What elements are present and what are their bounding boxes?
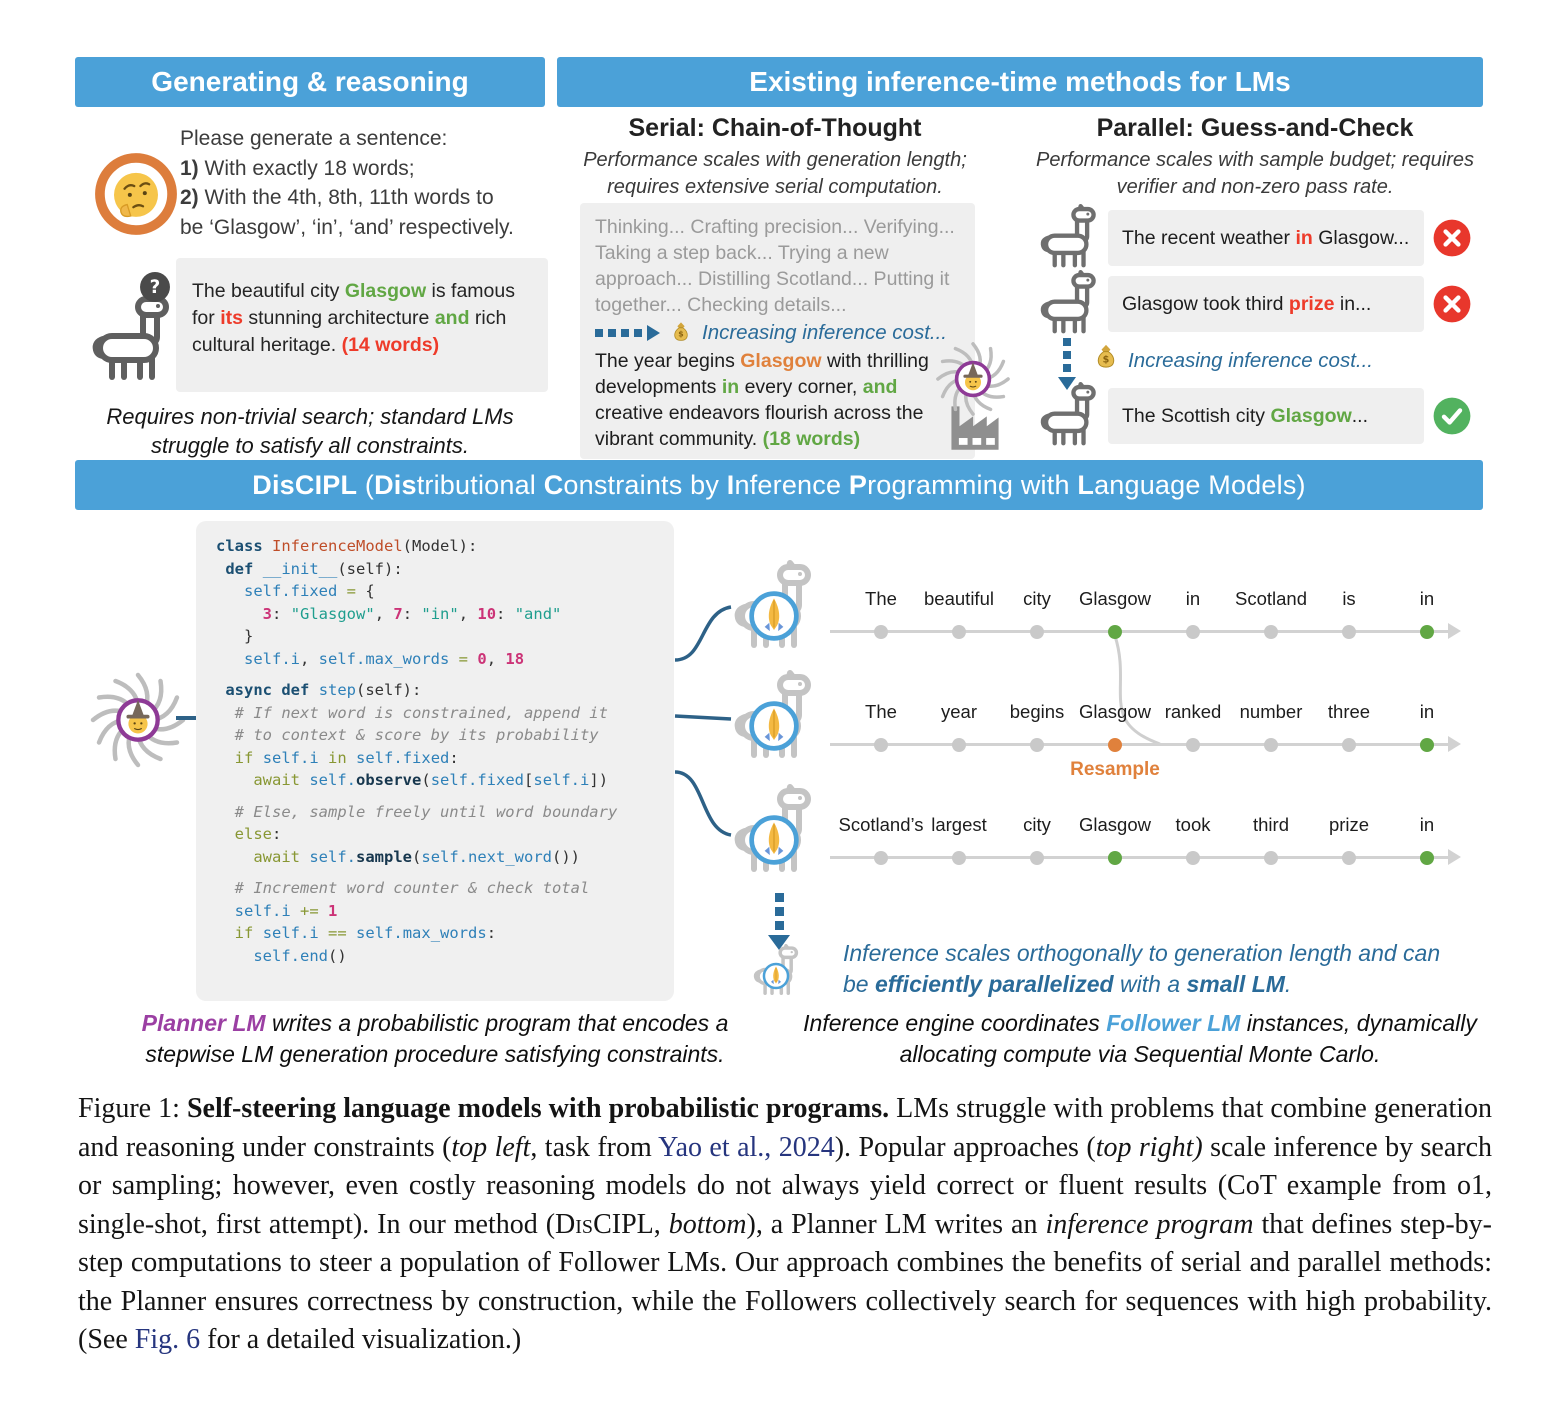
cot-thinking-text: Thinking... Crafting precision... Verifying... Taking a step back... Trying a new approach... Distilling Scotland... Putting it together... Checking details... <box>595 216 955 316</box>
code-line: self.end() <box>253 946 347 965</box>
token-dot-green <box>1108 851 1122 865</box>
mage-icon <box>114 696 162 744</box>
llama-icon <box>1036 204 1108 276</box>
planner-badge-small <box>934 340 1012 418</box>
sequence-arrowhead-icon <box>1448 849 1461 865</box>
generating-reasoning-header-label: Generating & reasoning <box>151 66 469 97</box>
llama-icon <box>86 292 186 392</box>
sequence-arrowhead-icon <box>1448 623 1461 639</box>
token-word: ranked <box>1164 701 1222 722</box>
sample-box-1 <box>1108 210 1424 266</box>
code-line: self.i += 1 <box>234 901 338 920</box>
inference-program-code <box>196 521 674 1001</box>
token-word: Scotland’s <box>838 814 924 835</box>
token-dot-gray <box>1264 851 1278 865</box>
sample-text-2: Glasgow took third prize in... <box>1122 292 1372 315</box>
follower-lm-1 <box>728 560 832 660</box>
citation-link[interactable]: Fig. 6 <box>134 1324 201 1355</box>
llama-icon <box>1036 270 1108 342</box>
prompt-line: be ‘Glasgow’, ‘in’, ‘and’ respectively. <box>180 215 514 239</box>
token-word: year <box>941 701 977 722</box>
token-dot-gray <box>1030 851 1044 865</box>
existing-methods-header <box>557 57 1483 107</box>
token-word: begins <box>1009 701 1065 722</box>
token-dot-gray <box>952 851 966 865</box>
token-dot-gray <box>874 625 888 639</box>
token-word: city <box>1023 588 1051 609</box>
cot-box <box>580 203 975 459</box>
code-line: 3: "Glasgow", 7: "in", 10: "and" <box>262 604 562 623</box>
token-dot-green <box>1420 625 1434 639</box>
resample-label: Resample <box>1070 759 1160 780</box>
token-dot-gray <box>1342 851 1356 865</box>
token-dot-gray <box>1264 625 1278 639</box>
follower-caption: Inference engine coordinates Follower LM instances, dynamically allocating compute via Sequential Monte Carlo. <box>803 1010 1477 1067</box>
money-bag-icon <box>1090 342 1122 374</box>
token-dot-green <box>1108 625 1122 639</box>
token-word: in <box>1185 588 1201 609</box>
parallel-gc-subtitle: Performance scales with sample budget; requires verifier and non-zero pass rate. <box>1036 149 1474 198</box>
code-line: # Increment word counter & check total <box>234 879 590 897</box>
parallel-gc-title: Parallel: Guess-and-Check <box>1096 114 1414 142</box>
token-dot-gray <box>1342 625 1356 639</box>
existing-methods-header-label: Existing inference-time methods for LMs <box>749 66 1291 97</box>
prompt-line: Please generate a sentence: <box>180 127 448 150</box>
code-line: class InferenceModel(Model): <box>216 537 478 555</box>
code-line: # to context & score by its probability <box>234 726 599 744</box>
planner-badge <box>88 670 188 770</box>
token-word: third <box>1253 814 1289 835</box>
code-line: self.fixed = { <box>244 582 375 600</box>
code-line: else: <box>234 825 282 843</box>
token-dot-gray <box>952 738 966 752</box>
token-dot-gray <box>874 851 888 865</box>
cot-output-text: The year begins Glasgow with thrilling developments in every corner, and creative endeavors flourish across the vibrant community. (18 words) <box>595 350 929 450</box>
code-line: if self.i == self.max_words: <box>234 924 497 942</box>
token-word: in <box>1419 814 1435 835</box>
follower-lm-3 <box>728 784 832 884</box>
token-word: Glasgow <box>1079 588 1151 609</box>
token-sequence-row <box>830 812 1486 896</box>
discipl-banner <box>75 460 1483 510</box>
token-word: in <box>1419 588 1435 609</box>
lm-response-text: The beautiful city Glasgow is famous for its stunning architecture and rich cultural heritage. (14 words) <box>192 280 515 356</box>
dashed-arrow-right-icon <box>595 325 660 341</box>
token-dot-green <box>1420 738 1434 752</box>
token-dot-gray <box>1342 738 1356 752</box>
token-word: city <box>1023 814 1051 835</box>
token-word: took <box>1175 814 1211 835</box>
token-word: is <box>1342 588 1356 609</box>
sequence-arrowhead-icon <box>1448 736 1461 752</box>
serial-cot-title: Serial: Chain-of-Thought <box>628 114 922 142</box>
token-dot-orange <box>1108 738 1122 752</box>
left-panel-note: Requires non-trivial search; standard LMs struggle to satisfy all constraints. <box>106 404 514 458</box>
discipl-banner-label: DisCIPL (Distributional Constraints by Inference Programming with Language Models) <box>252 469 1306 500</box>
token-word: number <box>1239 701 1303 722</box>
praying-hands-icon <box>762 962 790 990</box>
token-word: Scotland <box>1235 588 1307 609</box>
token-sequence-row <box>830 586 1486 670</box>
token-word: prize <box>1328 814 1370 835</box>
dashed-arrow-down-icon <box>768 893 790 950</box>
generating-reasoning-header <box>75 57 545 107</box>
token-word: three <box>1327 701 1371 722</box>
token-word: in <box>1419 701 1435 722</box>
fail-icon <box>1432 284 1472 324</box>
token-dot-gray <box>1186 851 1200 865</box>
token-dot-gray <box>874 738 888 752</box>
token-sequence-row <box>830 699 1486 783</box>
praying-hands-icon <box>748 814 800 866</box>
praying-hands-icon <box>748 590 800 642</box>
figure-caption: Figure 1: Self-steering language models with probabilistic programs. LMs struggle with problems that combine generation and reasoning under constraints (top left, task from Yao et al., 2024). Popular approaches (top right) scale inference by search or sampling; however, even costly reasoning models do not always yield correct or fluent results (CoT example from o1, single-shot, first attempt). In our method (DisCIPL, bottom), a Planner LM writes an inference program that defines step-by-step computations to steer a population of Follower LMs. Our approach combines the benefits of serial and parallel methods: the Planner ensures correctness by construction, while the Followers collectively search for sequences with high probability. (See Fig. 6 for a detailed visualization.) <box>78 1093 1493 1355</box>
code-line: async def step(self): <box>225 681 422 699</box>
sample-text-3: The Scottish city Glasgow... <box>1122 404 1369 427</box>
serial-cost-row <box>595 318 960 348</box>
token-word: Glasgow <box>1079 701 1151 722</box>
code-line: # Else, sample freely until word boundary <box>234 802 618 821</box>
code-lines <box>216 535 664 967</box>
parallel-cost-label: Increasing inference cost... <box>1128 349 1373 372</box>
thinking-face-icon <box>92 150 180 238</box>
sample-text-1: The recent weather in Glasgow... <box>1122 226 1410 249</box>
token-dot-green <box>1420 851 1434 865</box>
sample-box-2 <box>1108 276 1424 332</box>
mage-icon <box>953 359 993 399</box>
token-word: The <box>865 588 897 609</box>
follower-lm-small <box>750 944 812 1004</box>
token-dot-gray <box>1030 738 1044 752</box>
pass-icon <box>1432 396 1472 436</box>
praying-hands-icon <box>748 700 800 752</box>
fail-icon <box>1432 218 1472 258</box>
code-line: # If next word is constrained, append it <box>234 703 608 722</box>
money-bag-icon <box>668 320 694 346</box>
llama-icon <box>1036 382 1108 454</box>
token-word: Glasgow <box>1079 814 1151 835</box>
token-dot-gray <box>1264 738 1278 752</box>
code-line: } <box>216 627 254 645</box>
code-line: await self.observe(self.fixed[self.i]) <box>253 771 609 789</box>
prompt-line: 1) With exactly 18 words; <box>180 156 415 180</box>
code-line: await self.sample(self.next_word()) <box>253 847 581 866</box>
token-word: beautiful <box>924 588 994 609</box>
planner-caption: Planner LM writes a probabilistic program that encodes a stepwise LM generation procedure satisfying constraints. <box>141 1010 729 1067</box>
code-line: self.i, self.max_words = 0, 18 <box>244 649 525 668</box>
prompt-line: 2) With the 4th, 8th, 11th words to <box>180 186 494 209</box>
token-word: The <box>865 701 897 722</box>
token-dot-gray <box>1186 625 1200 639</box>
token-dot-gray <box>952 625 966 639</box>
serial-cost-label: Increasing inference cost... <box>702 321 947 344</box>
code-line: if self.i in self.fixed: <box>234 748 459 767</box>
citation-link[interactable]: Yao et al., 2024 <box>658 1131 835 1163</box>
serial-cot-subtitle: Performance scales with generation length; requires extensive serial computation. <box>583 149 967 198</box>
follower-lm-2 <box>728 670 832 770</box>
task-prompt <box>180 124 566 242</box>
token-dot-gray <box>1186 738 1200 752</box>
planner-code-connector <box>176 716 198 720</box>
lm-response-box <box>176 258 548 392</box>
scaling-note: Inference scales orthogonally to generation length and can be efficiently parallelized with a small LM. <box>843 940 1441 997</box>
sample-box-3 <box>1108 388 1424 444</box>
token-word: largest <box>931 814 987 835</box>
token-dot-gray <box>1030 625 1044 639</box>
question-badge-icon <box>138 270 172 304</box>
code-line: def __init__(self): <box>225 559 403 578</box>
